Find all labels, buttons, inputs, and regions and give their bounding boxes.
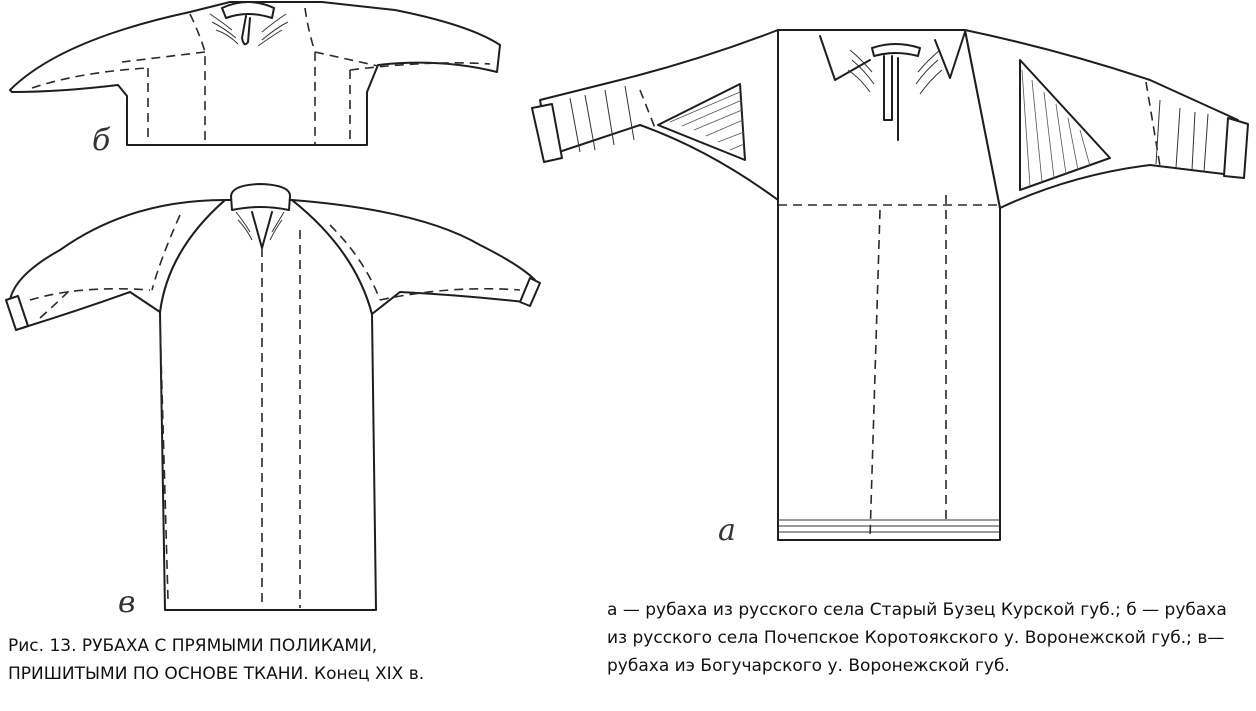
shirt-b-label: б xyxy=(92,123,111,158)
shirt-v-label: в xyxy=(118,585,136,620)
shirt-a-drawing xyxy=(532,30,1248,548)
caption-title-line-2: ПРИШИТЫМИ ПО ОСНОВЕ ТКАНИ. Конец XIX в. xyxy=(8,664,425,684)
legend-text: а — рубаха из русского села Старый Бузец Курской губ.; б — рубаха из русского села Почепское Коротоякского у. Воронежской губ.; в—рубаха иэ Богучарского у. Воронежской губ. xyxy=(607,600,1227,676)
figure-legend xyxy=(607,596,1247,680)
shirt-b-drawing xyxy=(10,2,500,158)
shirt-a-label: а xyxy=(718,513,736,548)
figure-caption xyxy=(8,632,528,688)
caption-title-line-1: Рис. 13. РУБАХА С ПРЯМЫМИ ПОЛИКАМИ, xyxy=(8,636,378,656)
shirt-v-drawing xyxy=(6,184,540,620)
